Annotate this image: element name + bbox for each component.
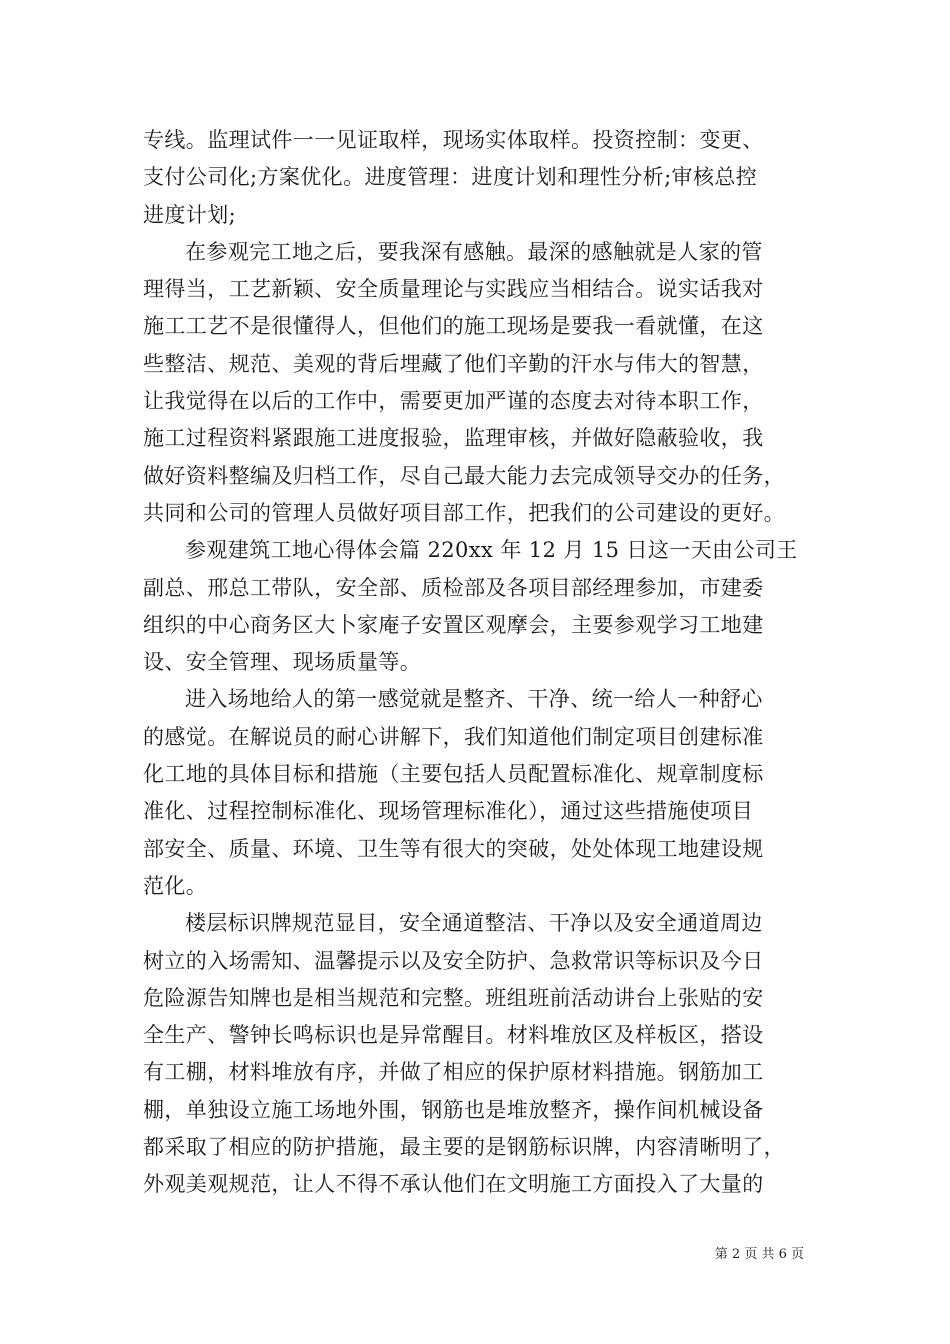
document-body bbox=[143, 122, 808, 1204]
text-line: 进入场地给人的第一感觉就是整齐、干净、统一给人一种舒心 bbox=[185, 687, 763, 712]
text-line: 的感觉。在解说员的耐心讲解下，我们知道他们制定项目创建标准 bbox=[143, 724, 764, 749]
text-line: 共同和公司的管理人员做好项目部工作，把我们的公司建设的更好。 bbox=[143, 500, 785, 525]
text-line: 组织的中心商务区大卜家庵子安置区观摩会，主要参观学习工地建 bbox=[143, 612, 764, 637]
text-line: 专线。监理试件一一见证取样，现场实体取样。投资控制：变更、 bbox=[143, 128, 764, 152]
text-line: 做好资料整编及归档工作，尽自己最大能力去完成领导交办的任务， bbox=[143, 463, 785, 488]
paragraph bbox=[143, 234, 808, 532]
text-line: 准化、过程控制标准化、现场管理标准化），通过这些措施使项目 bbox=[143, 799, 754, 824]
text-line: 副总、邢总工带队，安全部、质检部及各项目部经理参加，市建委 bbox=[143, 575, 764, 600]
text-line: 外观美观规范，让人不得不承认他们在文明施工方面投入了大量的 bbox=[143, 1172, 764, 1197]
paragraph bbox=[143, 905, 808, 1203]
paragraph bbox=[143, 532, 808, 681]
paragraph bbox=[143, 681, 808, 905]
text-line: 危险源告知牌也是相当规范和完整。班组班前活动讲台上张贴的安 bbox=[143, 985, 764, 1010]
text-line: 设、安全管理、现场质量等。 bbox=[143, 650, 422, 675]
text-line: 范化。 bbox=[143, 873, 208, 898]
text-line: 全生产、警钟长鸣标识也是异常醒目。材料堆放区及样板区，搭设 bbox=[143, 1023, 764, 1048]
text-line: 树立的入场需知、温馨提示以及安全防护、急救常识等标识及今日 bbox=[143, 948, 764, 973]
text-line: 支付公司化;方案优化。进度管理：进度计划和理性分析;审核总控 bbox=[143, 165, 758, 190]
text-line: 棚，单独设立施工场地外围，钢筋也是堆放整齐，操作间机械设备 bbox=[143, 1097, 764, 1122]
text-line: 楼层标识牌规范显目，安全通道整洁、干净以及安全通道周边 bbox=[185, 911, 763, 936]
text-line: 理得当，工艺新颖、安全质量理论与实践应当相结合。说实话我对 bbox=[143, 277, 764, 302]
text-line: 些整洁、规范、美观的背后埋藏了他们辛勤的汗水与伟大的智慧， bbox=[143, 351, 764, 376]
text-line: 有工棚，材料堆放有序，并做了相应的保护原材料措施。钢筋加工 bbox=[143, 1060, 764, 1085]
text-line: 参观建筑工地心得体会篇 220xx 年 12 月 15 日这一天由公司王 bbox=[185, 538, 798, 563]
text-line: 在参观完工地之后，要我深有感触。最深的感触就是人家的管 bbox=[185, 239, 763, 264]
text-line: 施工过程资料紧跟施工进度报验，监理审核，并做好隐蔽验收，我 bbox=[143, 426, 764, 451]
text-line: 部安全、质量、环境、卫生等有很大的突破，处处体现工地建设规 bbox=[143, 836, 764, 861]
page-number: 第 2 页 共 6 页 bbox=[714, 1247, 804, 1262]
text-line: 施工工艺不是很懂得人，但他们的施工现场是要我一看就懂，在这 bbox=[143, 314, 764, 339]
paragraph bbox=[143, 122, 808, 234]
text-line: 让我觉得在以后的工作中，需要更加严谨的态度去对待本职工作， bbox=[143, 389, 764, 414]
text-line: 化工地的具体目标和措施（主要包括人员配置标准化、规章制度标 bbox=[143, 762, 764, 787]
text-line: 进度计划; bbox=[143, 202, 237, 227]
text-line: 都采取了相应的防护措施，最主要的是钢筋标识牌，内容清晰明了， bbox=[143, 1135, 785, 1160]
